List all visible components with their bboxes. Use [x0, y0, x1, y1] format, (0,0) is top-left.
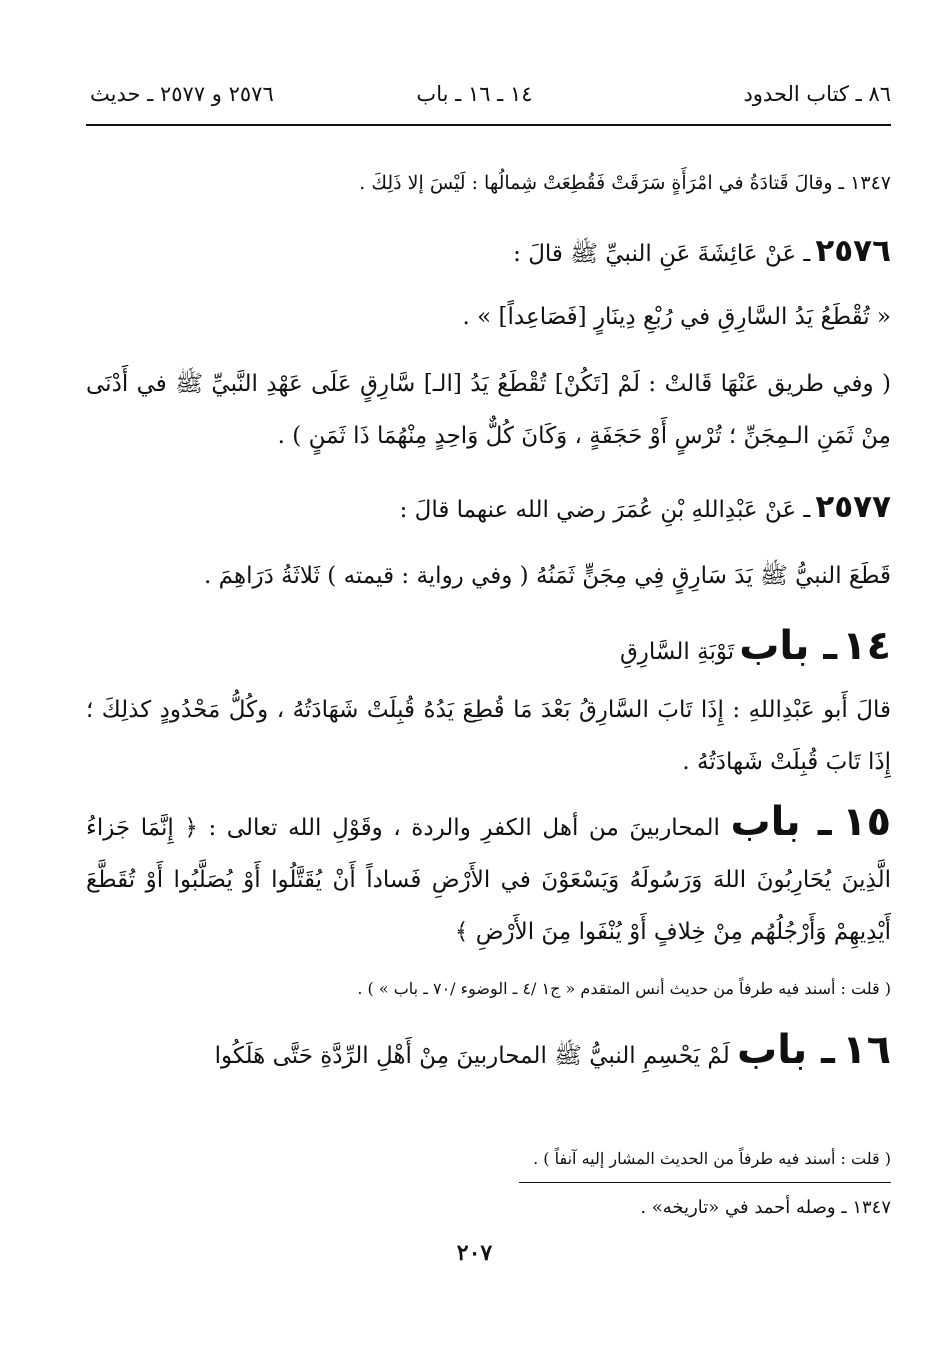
bab-title: تَوْبَةِ السَّارِقِ — [619, 639, 735, 665]
bab-14-text: قالَ أَبو عَبْدِاللهِ : إِذَا تَابَ السَّارِقُ بَعْدَ مَا قُطِعَ يَدُهُ قُبِلَتْ شَهَادَتُهُ ، وكُلُّ مَحْدُودٍ كذلِكَ ؛ إِذَا تَابَ قُبِلَتْ شَهادَتُهُ . — [86, 697, 891, 775]
footnote-rule — [519, 1182, 891, 1183]
bab-16-note: ( قلت : أسند فيه طرفاً من الحديث المشار إليه آنفاً ) . — [533, 1149, 891, 1168]
hadith-number: ٢٥٧٧ — [815, 489, 891, 525]
hadith-2577-heading — [86, 484, 891, 536]
athar-1347: ١٣٤٧ ـ وقالَ قَتادَةُ في امْرَأَةٍ سَرَقَتْ فَقُطِعَتْ شِمالُها : لَيْسَ إلا ذَلِكَ . — [359, 172, 891, 194]
bab-label: ـ باب — [730, 799, 832, 845]
bab-label: ـ باب — [739, 623, 838, 669]
bab-title: المحاربينَ من أهل الكفرِ والردة ، وقَوْلِ الله تعالى : ﴿ إِنَّمَا جَزاءُ الَّذِينَ يُحَارِبُونَ اللهَ وَرَسُولَهُ وَيَسْعَوْنَ في الأَرْضِ فَساداً أَنْ يُقَتَّلُوا أَوْ يُصَلَّبُوا أَوْ تُقَطَّعَ أَيْدِيهِمْ وَأَرْجُلُهُم مِنْ خِلافٍ أَوْ يُنْفَوا مِنَ الأَرْضِ ﴾ — [86, 815, 891, 945]
bab-number: ١٦ — [842, 1027, 891, 1073]
hadith-2576-extra: ( وفي طريق عَنْهَا قَالتْ : لَمْ [تَكُنْ] تُقْطَعُ يَدُ [الـ] سَّارِقٍ عَلَى عَهْدِ النَّبيِّ ﷺ في أَدْنَى مِنْ ثَمَنِ الـمِجَنِّ ؛ تُرْسٍ أَوْ حَجَفَةٍ ، وَكَانَ كُلٌّ وَاحِدٍ مِنْهُمَا ذَا ثَمَنٍ ) . — [86, 371, 891, 449]
header-hadith-range: ٢٥٧٦ و ٢٥٧٧ ـ حديث — [90, 82, 274, 106]
bab-14-heading — [86, 618, 891, 682]
bab-15-block — [86, 796, 891, 958]
bab-label: ـ باب — [737, 1027, 835, 1073]
hadith-2576-heading — [86, 228, 891, 280]
hadith-2576-text: « تُقْطَعُ يَدُ السَّارِقِ في رُبْعِ دِينَارٍ [فَصَاعِداً] » . — [462, 304, 891, 330]
hadith-isnad: ـ عَنْ عَائِشَةَ عَنِ النبيِّ ﷺ قالَ : — [513, 241, 811, 267]
page-number: ٢٠٧ — [456, 1240, 493, 1266]
footnote: ١٣٤٧ ـ وصله أحمد في «تاريخه» . — [640, 1197, 891, 1218]
header-book-title: ٨٦ ـ كتاب الحدود — [743, 82, 891, 106]
bab-16-block — [86, 1022, 891, 1084]
bab-15-note: ( قلت : أسند فيه طرفاً من حديث أنس المتقدم « ج١ /٤ ـ الوضوء /٧٠ ـ باب » ) . — [357, 979, 891, 998]
header-chapter-range: ١٤ ـ ١٦ ـ باب — [416, 82, 533, 106]
header-rule — [86, 124, 891, 126]
bab-number: ١٤ — [842, 623, 891, 669]
hadith-number: ٢٥٧٦ — [815, 233, 891, 269]
bab-title: لَمْ يَحْسِمِ النبيُّ ﷺ المحاربينَ مِنْ أَهْلِ الرِّدَّةِ حَتَّى هَلَكُوا — [214, 1043, 730, 1069]
hadith-isnad: ـ عَنْ عَبْدِاللهِ بْنِ عُمَرَ رضي الله عنهما قالَ : — [399, 497, 811, 523]
hadith-2577-text: قَطَعَ النبيُّ ﷺ يَدَ سَارِقٍ فِي مِجَنٍّ ثَمَنُهُ ( وفي رواية : قيمته ) ثَلاثَةُ دَرَاهِمَ . — [204, 563, 891, 589]
bab-number: ١٥ — [842, 799, 891, 845]
